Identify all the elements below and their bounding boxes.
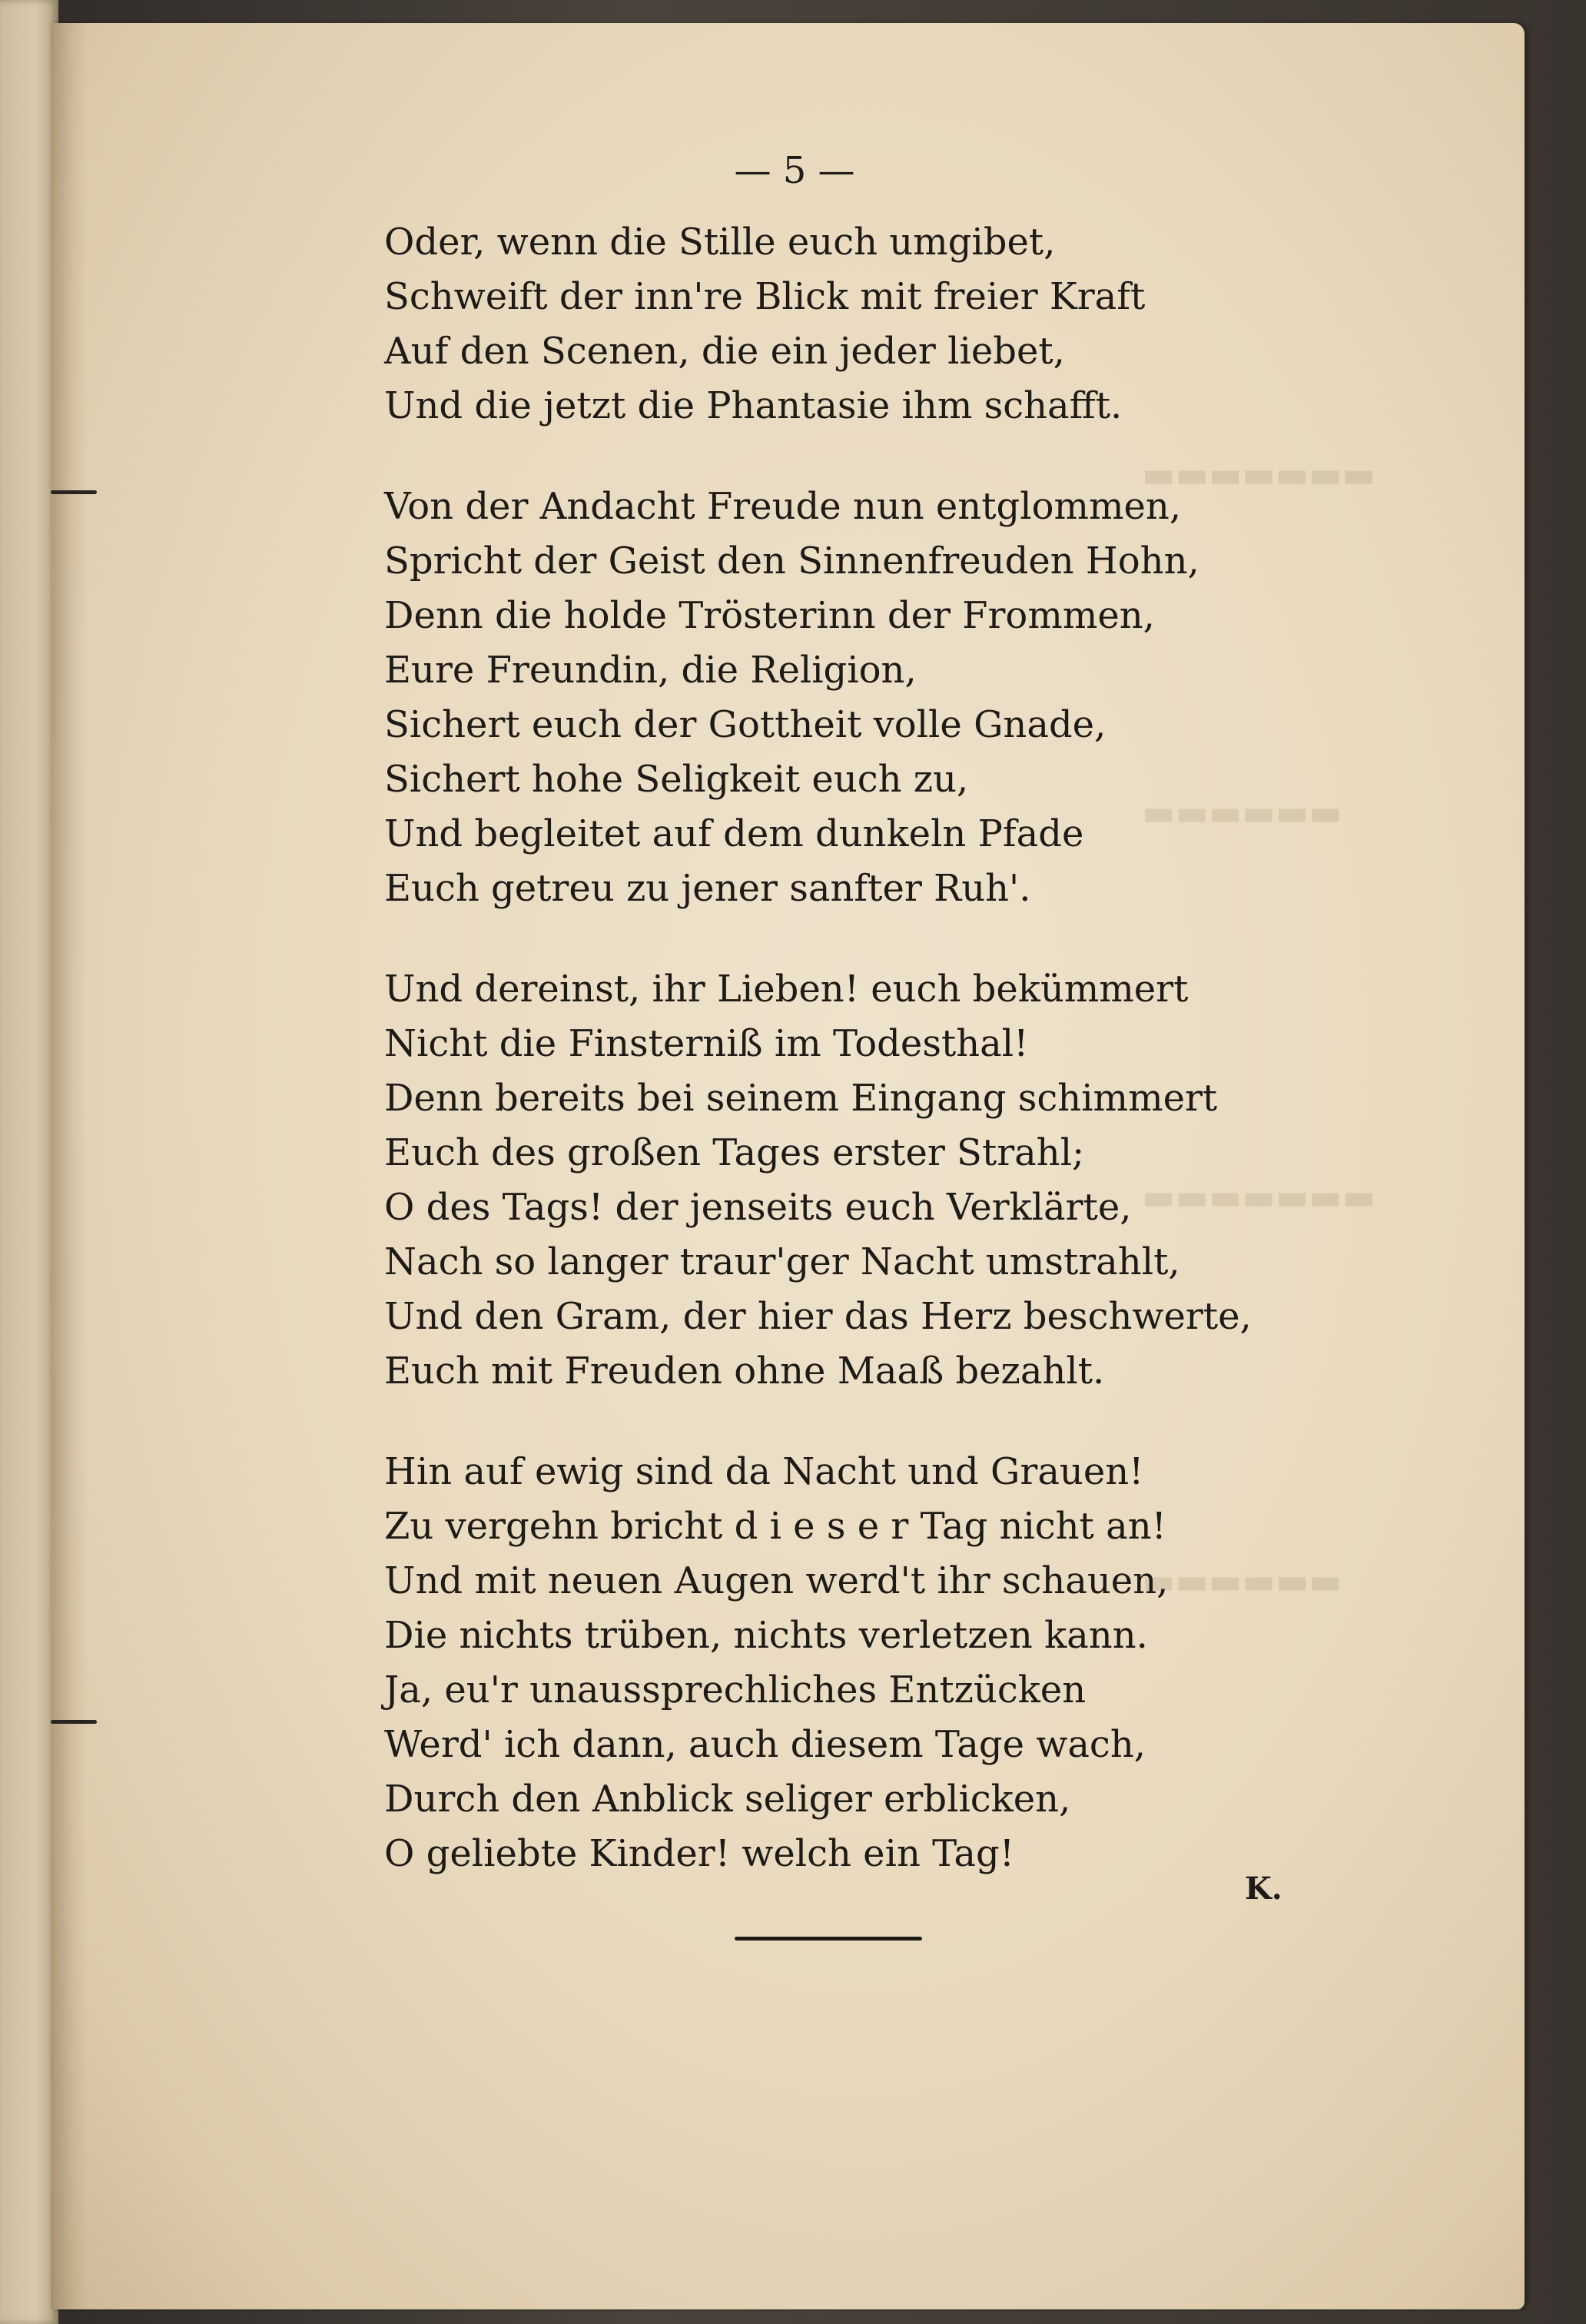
stanza	[384, 1445, 1291, 1881]
verse-line: Und mit neuen Augen werd't ihr schauen,	[384, 1559, 1169, 1602]
binding-stitch	[51, 490, 97, 494]
verse-line: Oder, wenn die Stille euch umgibet,	[384, 221, 1056, 264]
verse-line: O geliebte Kinder! welch ein Tag!	[384, 1832, 1015, 1875]
verse-line: Hin auf ewig sind da Nacht und Grauen!	[384, 1450, 1144, 1493]
stanza	[384, 215, 1291, 433]
verse-line: Werd' ich dann, auch diesem Tage wach,	[384, 1723, 1146, 1766]
verse-line: Die nichts trüben, nichts verletzen kann.	[384, 1614, 1148, 1657]
verse-line: Nicht die Finsterniß im Todesthal!	[384, 1022, 1029, 1065]
author-signature: K.	[1245, 1871, 1282, 1907]
stanza	[384, 480, 1291, 916]
show-through: ▬▬▬▬▬▬	[1142, 1560, 1342, 1602]
verse-line: Durch den Anblick seliger erblicken,	[384, 1778, 1071, 1821]
verse-line: Denn die holde Trösterinn der Frommen,	[384, 594, 1155, 637]
page-number: — 5 —	[734, 149, 855, 192]
verse-line: Euch mit Freuden ohne Maaß bezahlt.	[384, 1350, 1105, 1393]
poem-text	[384, 215, 1291, 1927]
verse-line: Zu vergehn bricht d i e s e r Tag nicht an!	[384, 1505, 1166, 1548]
verse-line: Und begleitet auf dem dunkeln Pfade	[384, 812, 1084, 855]
verse-line: Sichert hohe Seligkeit euch zu,	[384, 758, 969, 801]
verse-line: Und dereinst, ihr Lieben! euch bekümmert	[384, 968, 1189, 1011]
verse-line: Und den Gram, der hier das Herz beschwerte,	[384, 1295, 1252, 1338]
left-page-edge	[0, 0, 58, 2324]
verse-line: Sichert euch der Gottheit volle Gnade,	[384, 703, 1107, 746]
verse-line: Euch des großen Tages erster Strahl;	[384, 1131, 1085, 1174]
page-gutter	[51, 23, 88, 2309]
book-page	[51, 23, 1525, 2309]
verse-line: Und die jetzt die Phantasie ihm schafft.	[384, 384, 1123, 427]
verse-line: Spricht der Geist den Sinnenfreuden Hohn,	[384, 540, 1199, 583]
verse-line: Euch getreu zu jener sanfter Ruh'.	[384, 867, 1031, 910]
verse-line: Denn bereits bei seinem Eingang schimmert	[384, 1077, 1218, 1120]
verse-line: Schweift der inn're Blick mit freier Kraft	[384, 275, 1146, 318]
stanza	[384, 962, 1291, 1399]
verse-line: Nach so langer traur'ger Nacht umstrahlt,	[384, 1240, 1180, 1283]
show-through: ▬▬▬▬▬▬▬	[1142, 1176, 1376, 1217]
verse-line: Auf den Scenen, die ein jeder liebet,	[384, 330, 1065, 373]
binding-stitch	[51, 1720, 97, 1724]
verse-line: Eure Freundin, die Religion,	[384, 649, 917, 692]
end-rule-divider	[735, 1937, 922, 1941]
verse-line: O des Tags! der jenseits euch Verklärte,	[384, 1186, 1132, 1229]
verse-line: Von der Andacht Freude nun entglommen,	[384, 485, 1182, 528]
show-through: ▬▬▬▬▬▬	[1142, 792, 1342, 833]
show-through: ▬▬▬▬▬▬▬	[1142, 453, 1376, 495]
verse-line: Ja, eu'r unaussprechliches Entzücken	[384, 1668, 1087, 1711]
